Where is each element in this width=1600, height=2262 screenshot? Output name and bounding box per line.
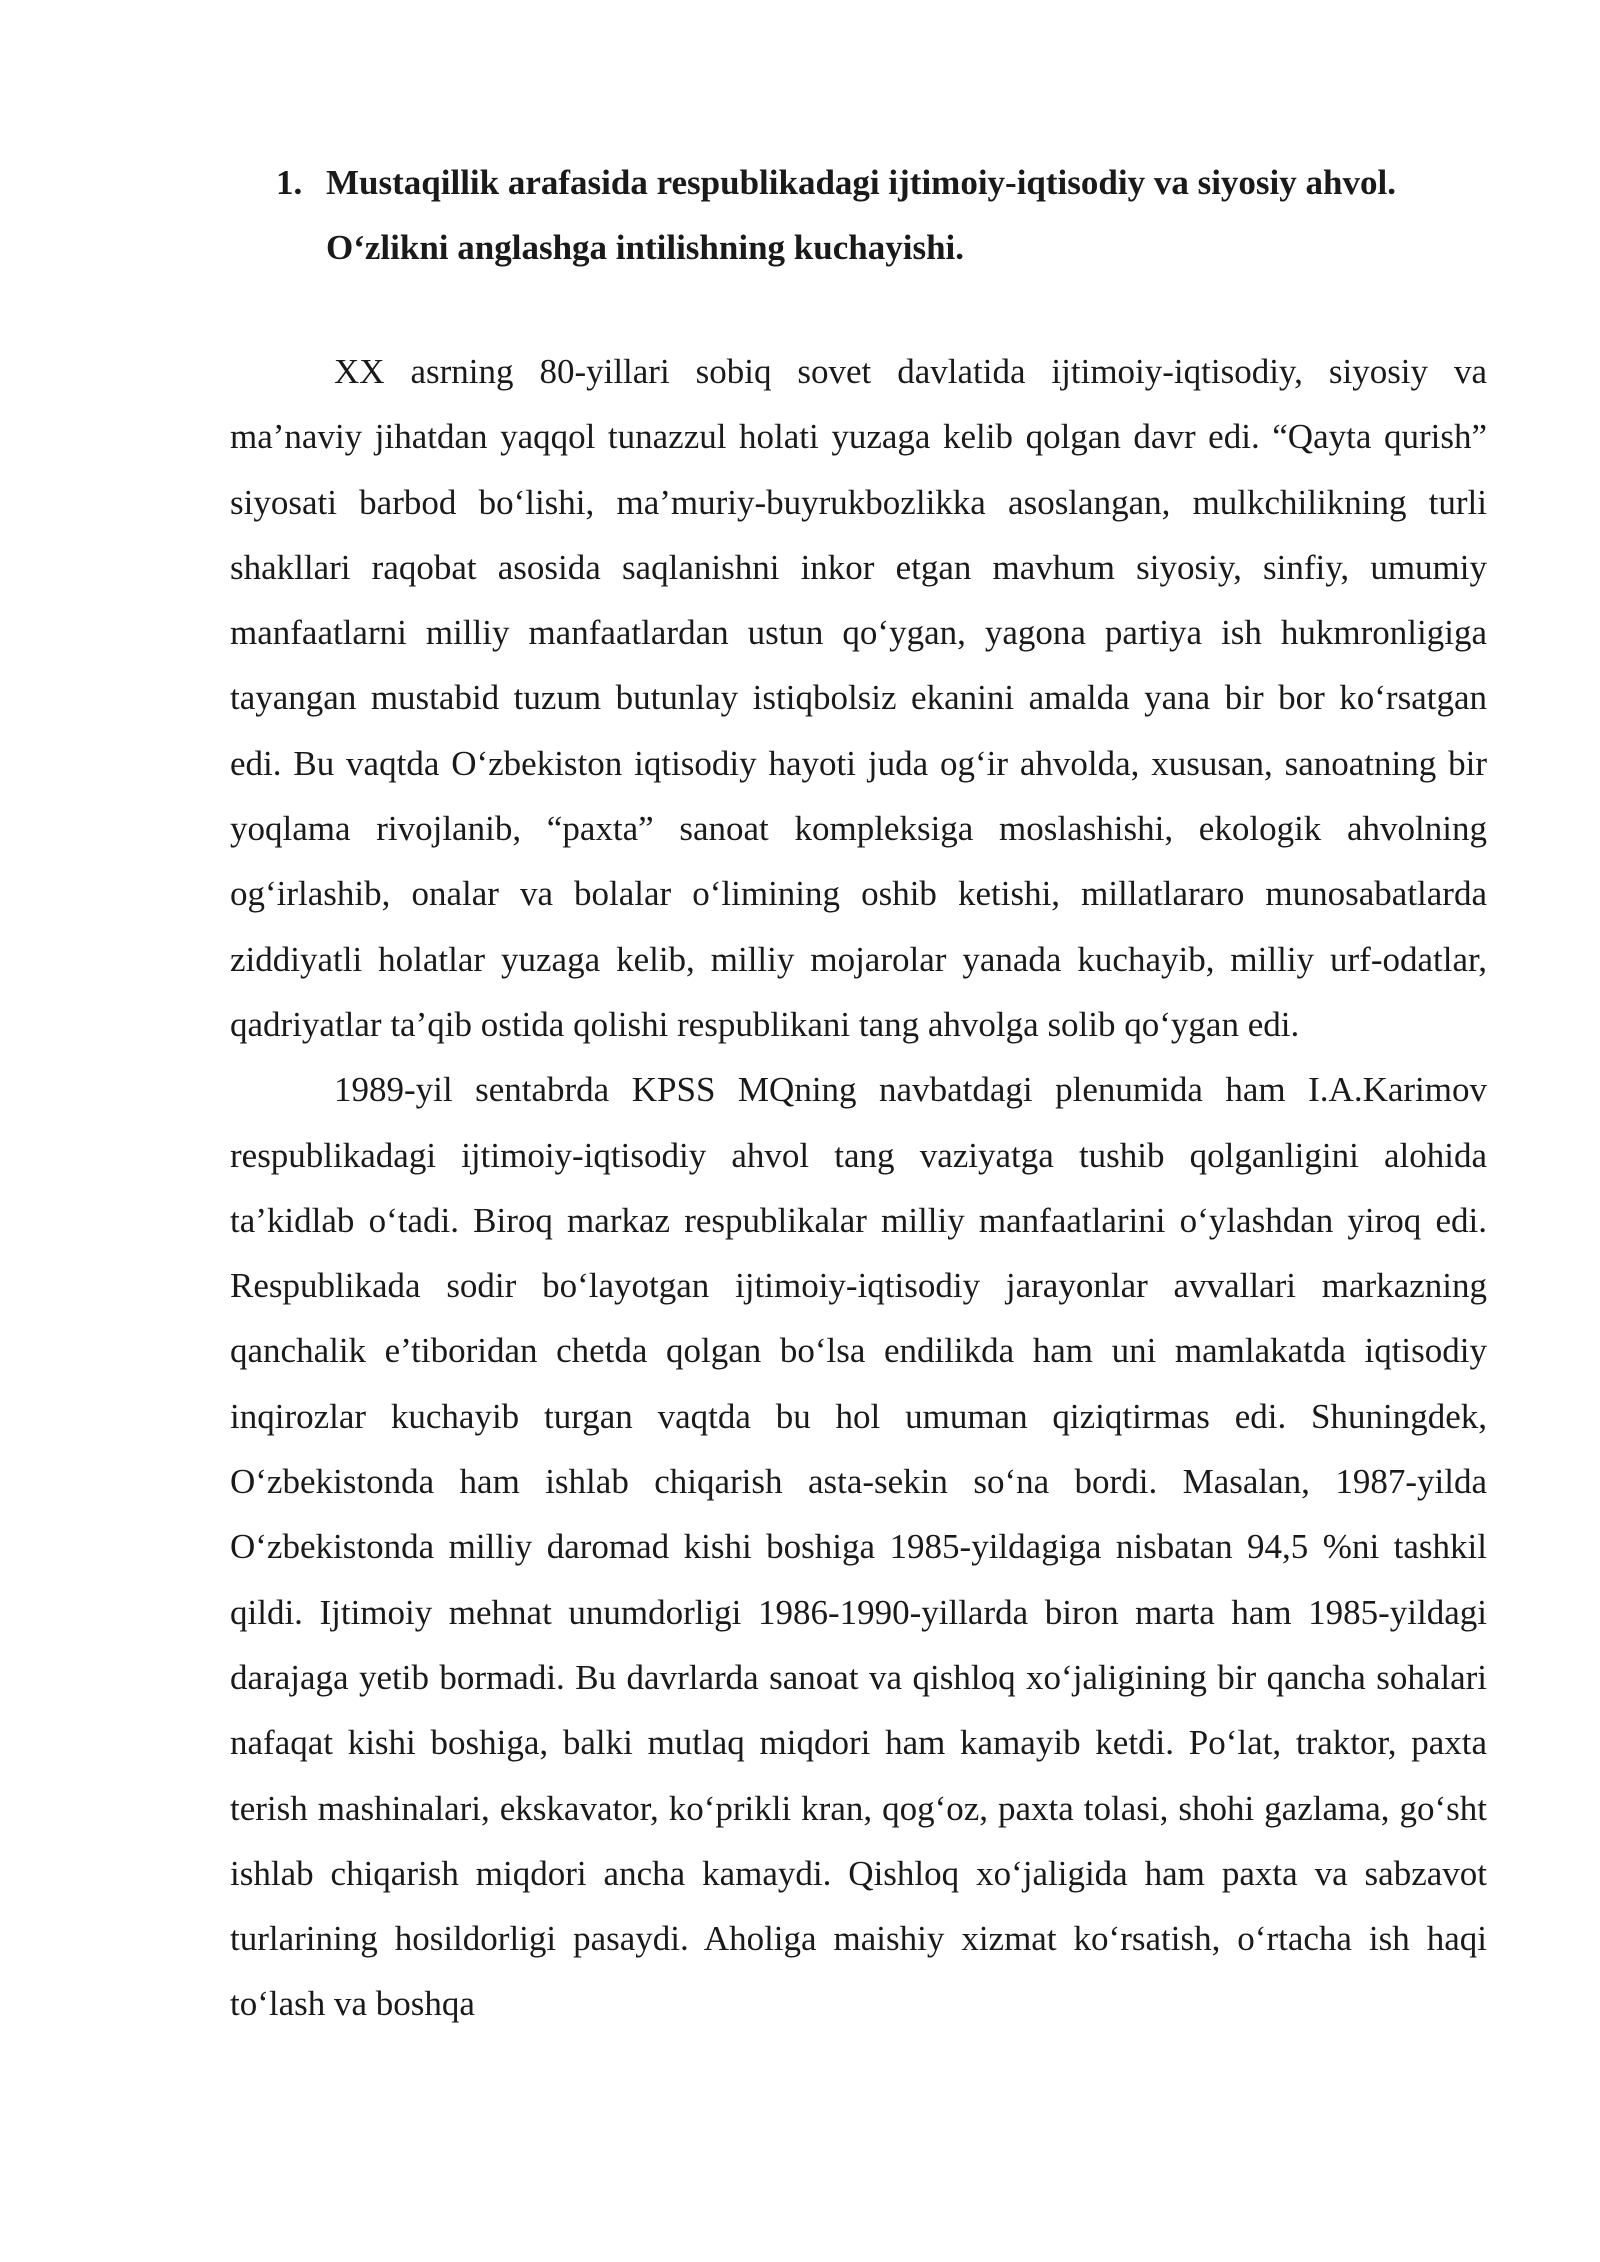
heading-second-line [276,215,1516,280]
heading-first-line [276,150,1516,215]
heading-number: 1. [276,163,303,202]
paragraph-2: 1989-yil sentabrda KPSS MQning navbatdagi plenumida ham I.A.Karimov respublikadagi ijtimoiy-iqtisodiy ahvol tang vaziyatga tushib qolganligini alohida ta’kidlab o‘tadi. Biroq markaz respublikalar milliy manfaatlarini o‘ylashdan yiroq edi. Respublikada sodir bo‘layotgan ijtimoiy-iqtisodiy jarayonlar avvallari markazning qanchalik e’tiboridan chetda qolgan bo‘lsa endilikda ham uni mamlakatda iqtisodiy inqirozlar kuchayib turgan vaqtda bu hol umuman qiziqtirmas edi. Shuningdek, O‘zbekistonda ham ishlab chiqarish asta-sekin so‘na bordi. Masalan, 1987-yilda O‘zbekistonda milliy daromad kishi boshiga 1985-yildagiga nisbatan 94,5 %ni tashkil qildi. Ijtimoiy mehnat unumdorligi 1986-1990-yillarda biron marta ham 1985-yildagi darajaga yetib bormadi. Bu davrlarda sanoat va qishloq xo‘jaligining bir qancha sohalari nafaqat kishi boshiga, balki mutlaq miqdori ham kamayib ketdi. Po‘lat, traktor, paxta terish mashinalari, ekskavator, ko‘prikli kran, qog‘oz, paxta tolasi, shohi gazlama, go‘sht ishlab chiqarish miqdori ancha kamaydi. Qishloq xo‘jaligida ham paxta va sabzavot turlarining hosildorligi pasaydi. Aholiga maishiy xizmat ko‘rsatish, o‘rtacha ish haqi to‘lash va boshqa [230,1070,1487,2024]
heading-line-1: Mustaqillik arafasida respublikadagi ijtimoiy-iqtisodiy va siyosiy ahvol. [326,163,1396,202]
heading-line-2: O‘zlikni anglashga intilishning kuchayishi. [326,228,965,267]
paragraph-1: XX asrning 80-yillari sobiq sovet davlatida ijtimoiy-iqtisodiy, siyosiy va ma’naviy jihatdan yaqqol tunazzul holati yuzaga kelib qolgan davr edi. “Qayta qurish” siyosati barbod bo‘lishi, ma’muriy-buyrukbozlikka asoslangan, mulkchilikning turli shakllari raqobat asosida saqlanishni inkor etgan mavhum siyosiy, sinfiy, umumiy manfaatlarni milliy manfaatlardan ustun qo‘ygan, yagona partiya ish hukmronligiga tayangan mustabid tuzum butunlay istiqbolsiz ekanini amalda yana bir bor ko‘rsatgan edi. Bu vaqtda O‘zbekiston iqtisodiy hayoti juda og‘ir ahvolda, xususan, sanoatning bir yoqlama rivojlanib, “paxta” sanoat kompleksiga moslashishi, ekologik ahvolning og‘irlashib, onalar va bolalar o‘limining oshib ketishi, millatlararo munosabatlarda ziddiyatli holatlar yuzaga kelib, milliy mojarolar yanada kuchayib, milliy urf-odatlar, qadriyatlar ta’qib ostida qolishi respublikani tang ahvolga solib qo‘ygan edi. [230,352,1487,1044]
body-text [230,339,1487,2037]
section-heading [276,150,1516,280]
